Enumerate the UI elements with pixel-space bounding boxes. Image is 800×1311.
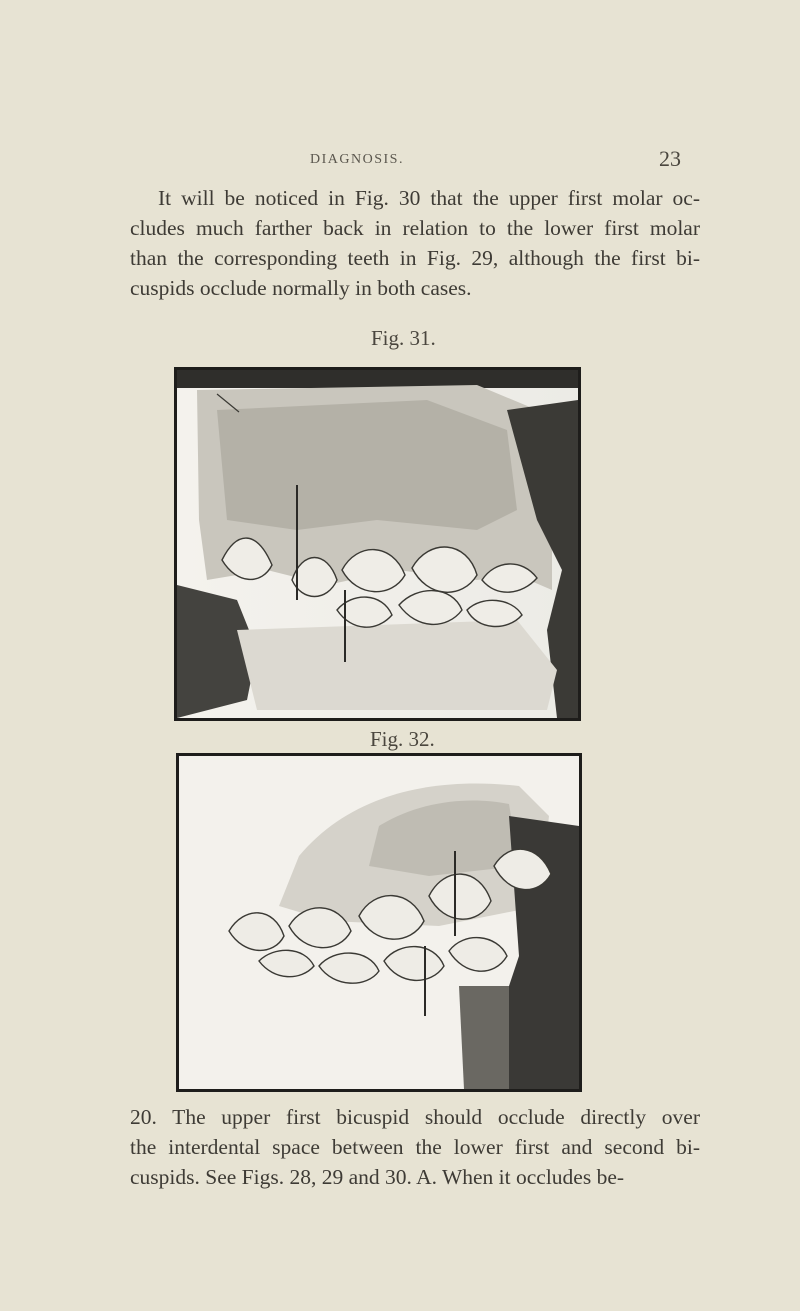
paragraph-1 [130,183,700,303]
running-head: DIAGNOSIS. [310,152,404,167]
paragraph-1-line: than the corresponding teeth in Fig. 29, although the first bi- [130,246,700,270]
paragraph-1-line: cuspids occlude normally in both cases. [130,276,472,300]
dental-cast-illustration [179,756,579,1089]
figure-32-dental-cast-photo [176,753,582,1092]
page-number: 23 [659,146,681,171]
paragraph-2-line: the interdental space between the lower first and second bi- [130,1135,700,1159]
paragraph-2-line: 20. The upper first bicuspid should occlude directly over [130,1105,700,1129]
dental-cast-illustration [177,370,578,718]
page-header [0,146,800,186]
figure-32-caption: Fig. 32. [370,727,435,751]
figure-31-dental-cast-photo [174,367,581,721]
paragraph-2 [130,1102,700,1192]
paragraph-1-line: It will be noticed in Fig. 30 that the upper first molar oc- [158,186,700,210]
paragraph-2-line: cuspids. See Figs. 28, 29 and 30. A. When it occludes be- [130,1165,625,1189]
paragraph-1-line: cludes much farther back in relation to the lower first molar [130,216,700,240]
figure-31-caption: Fig. 31. [371,326,436,350]
